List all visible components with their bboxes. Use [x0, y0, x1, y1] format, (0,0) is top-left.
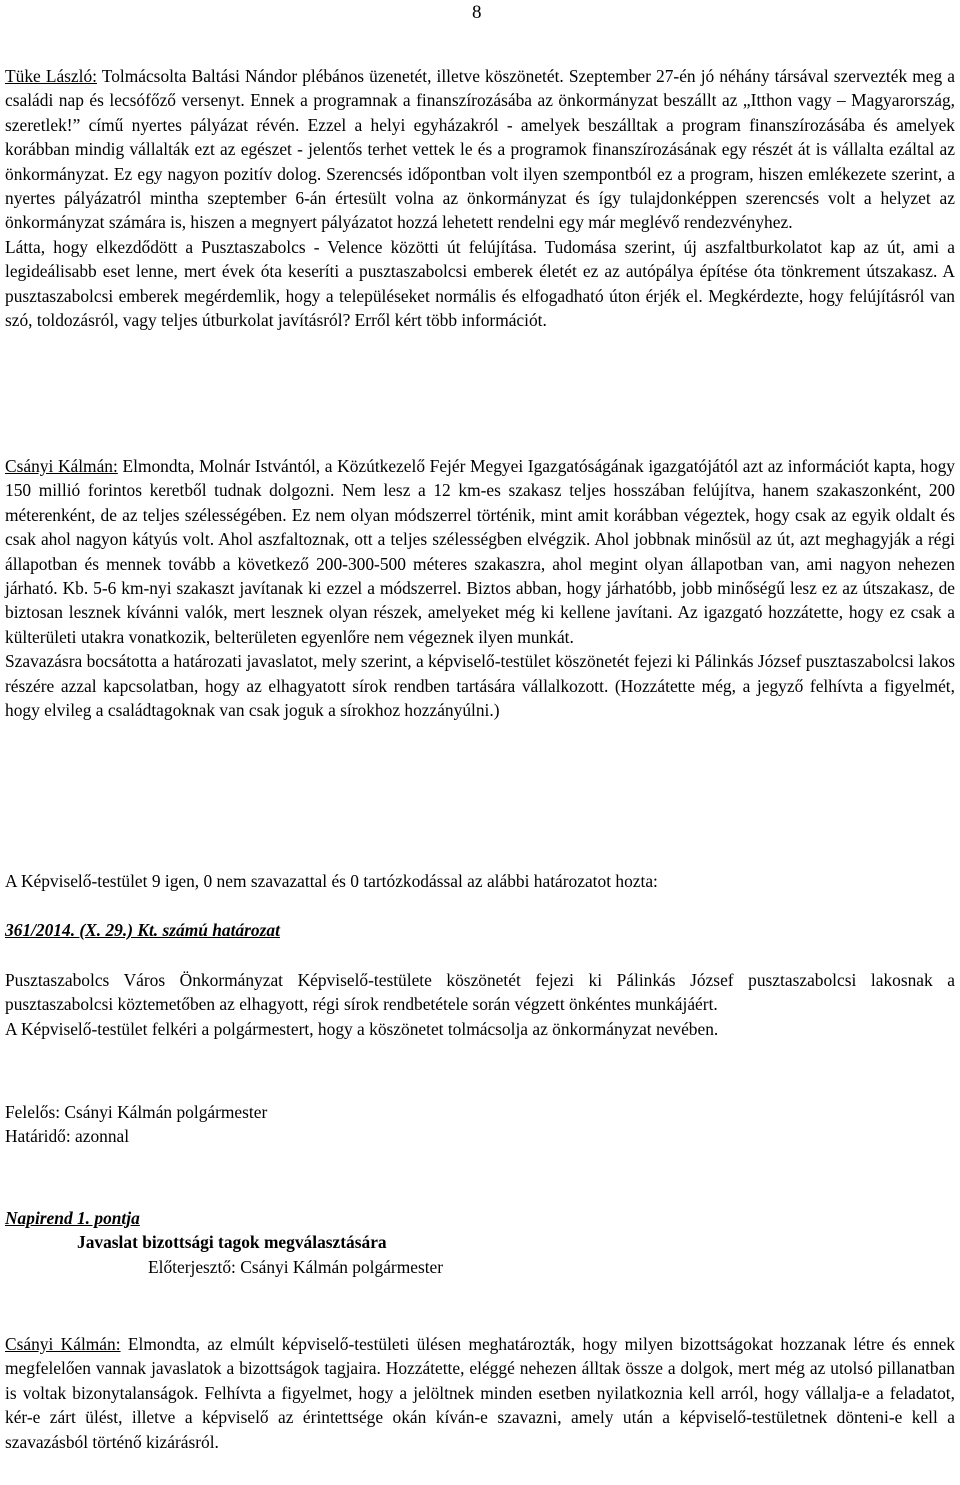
paragraph-csanyi-1 [5, 454, 955, 722]
resolution-deadline: Határidő: azonnal [5, 1126, 130, 1147]
resolution-responsible: Felelős: Csányi Kálmán polgármester Határidő: azonnal [5, 1100, 955, 1149]
agenda-label: Napirend 1. pontja [5, 1208, 140, 1228]
paragraph-text: Elmondta, az elmúlt képviselő-testületi ülésen meghatározták, hogy milyen bizottságokat hozzanak létre és ennek megfelelően vannak javaslatok a bizottságok tagjaira. Hozzátette, eléggé nehezen álltak össze a dolgok, mert még az utolsó pillanatban is voltak bizonytalanságok. Felhívta a figyelmet, hogy a jelöltnek minden esetben nyilatkoznia kell arról, hogy vállalja-e a feladatot, kér-e zárt ülést, illetve a képviselő az érintettsége okán kíván-e szavazni, amely után a képviselő-testületnek dönteni-e kell a szavazásból történő kizárásról. [5, 1334, 955, 1452]
resolution-text: Pusztaszabolcs Város Önkormányzat Képviselő-testülete köszönetét fejezi ki Pálinkás József pusztaszabolcsi lakosnak a pusztaszabolcsi köztemetőben az elhagyott, régi sírok rendbetétele során végzett önkéntes munkájáért. A Képviselő-testület felkéri a polgármestert, hogy a köszönetet tolmácsolja az önkormányzat nevében. [5, 970, 955, 1039]
paragraph-text: Tolmácsolta Baltási Nándor plébános üzenetét, illetve köszönetét. Szeptember 27-én jó néhány társával szervezték meg a családi nap és lecsófőző versenyt. Ennek a programnak a finanszírozásába az önkormányzat beszállt az „Itthon vagy – Magyarország, szeretlek!” című nyertes pályázat révén. Ezzel a helyi egyházakról - amelyek beszálltak a program finanszírozásába és amelyek korábban mindig vállalták ezt az egészet - jelentős terhet vettek le és a programok finanszírozásának egy részét át is vállalta ezáltal az önkormányzat. Ez egy nagyon pozitív dolog. Szerencsés időpontban volt ilyen szempontból ez a program, hiszen emlékezete szerint, a nyertes pályázatról mintha szeptember 6-án értesült volna az önkormányzat és így tulajdonképpen szerencsés volt a helyzet az önkormányzat számára is, hiszen a megnyert pályázatot hozzá lehetett rendelni egy már meglévő rendezvényhez. [5, 66, 955, 233]
speaker-name: Tüke László: [5, 66, 98, 86]
speaker-name: Csányi Kálmán: [5, 456, 118, 476]
resolution-number: 361/2014. (X. 29.) Kt. számú határozat [5, 920, 280, 940]
paragraph-tuke [5, 64, 955, 332]
agenda-presenter: Előterjesztő: Csányi Kálmán polgármester [148, 1256, 444, 1277]
paragraph-text: Elmondta, Molnár Istvántól, a Közútkezelő Fejér Megyei Igazgatóságának igazgatójától azt az információt kapta, hogy 150 millió forintos keretből tudnak dolgozni. Nem lesz a 12 km-es szakasz teljes hosszában felújítva, hanem szakaszonként, 200 méterenként, de az teljes szélességében. Ez nem olyan módszerrel történik, mint amit korábban végeztek, hogy csak az egyik oldalt és csak ahol nagyon kátyús volt. Ahol aszfaltoznak, ott a teljes szélességben elvégzik. Ahol jobbnak minősül az út, azt meghagyják a régi állapotban és mennek tovább a következő 200-300-500 méteres szakaszra, ahol megint olyan állapotban van, ami nagyon nehezen járható. Kb. 5-6 km-nyi szakaszt javítanak ki ezzel a módszerrel. Biztos abban, hogy járhatóbb, jobb minőségű lesz ez az útszakasz, de biztosan lesznek kívánni valók, mert lesznek olyan részek, amelyeket még ki kellene javítani. Az igazgató hozzátette, hogy ez csak a külterületi utakra vonatkozik, belterületen egyenlőre nem végeznek ilyen munkát. [5, 456, 955, 647]
page-number: 8 [472, 2, 482, 23]
agenda-title: Javaslat bizottsági tagok megválasztására [77, 1232, 387, 1253]
paragraph-text: Szavazásra bocsátotta a határozati javaslatot, mely szerint, a képviselő-testület köszönetét fejezi ki Pálinkás József pusztaszabolcsi lakos részére azzal kapcsolatban, hogy az elhagyatott sírok rendben tartására vállalkozott. (Hozzátette még, a jegyző felhívta a figyelmét, hogy elvileg a családtagoknak van csak joguk a sírokhoz hozzányúlni.) [5, 651, 955, 721]
vote-result: A Képviselő-testület 9 igen, 0 nem szavazattal és 0 tartózkodással az alábbi határozatot hozta: [5, 871, 658, 891]
paragraph-csanyi-2 [5, 1332, 955, 1454]
agenda-item [5, 1206, 955, 1279]
paragraph-text: Látta, hogy elkezdődött a Pusztaszabolcs - Velence közötti út felújítása. Tudomása szerint, új aszfaltburkolatot kap az út, ami a legideálisabb eset lenne, mert évek óta keseríti a pusztaszabolcsi emberek életét ez az autópálya építése óta tönkrement útszakasz. A pusztaszabolcsi emberek megérdemlik, hogy a településeket normális és elfogadható úton érjék el. Megkérdezte, hogy felújításról van szó, toldozásról, vagy teljes útburkolat javításról? Erről kért több információt. [5, 236, 955, 331]
speaker-name: Csányi Kálmán: [5, 1334, 121, 1354]
